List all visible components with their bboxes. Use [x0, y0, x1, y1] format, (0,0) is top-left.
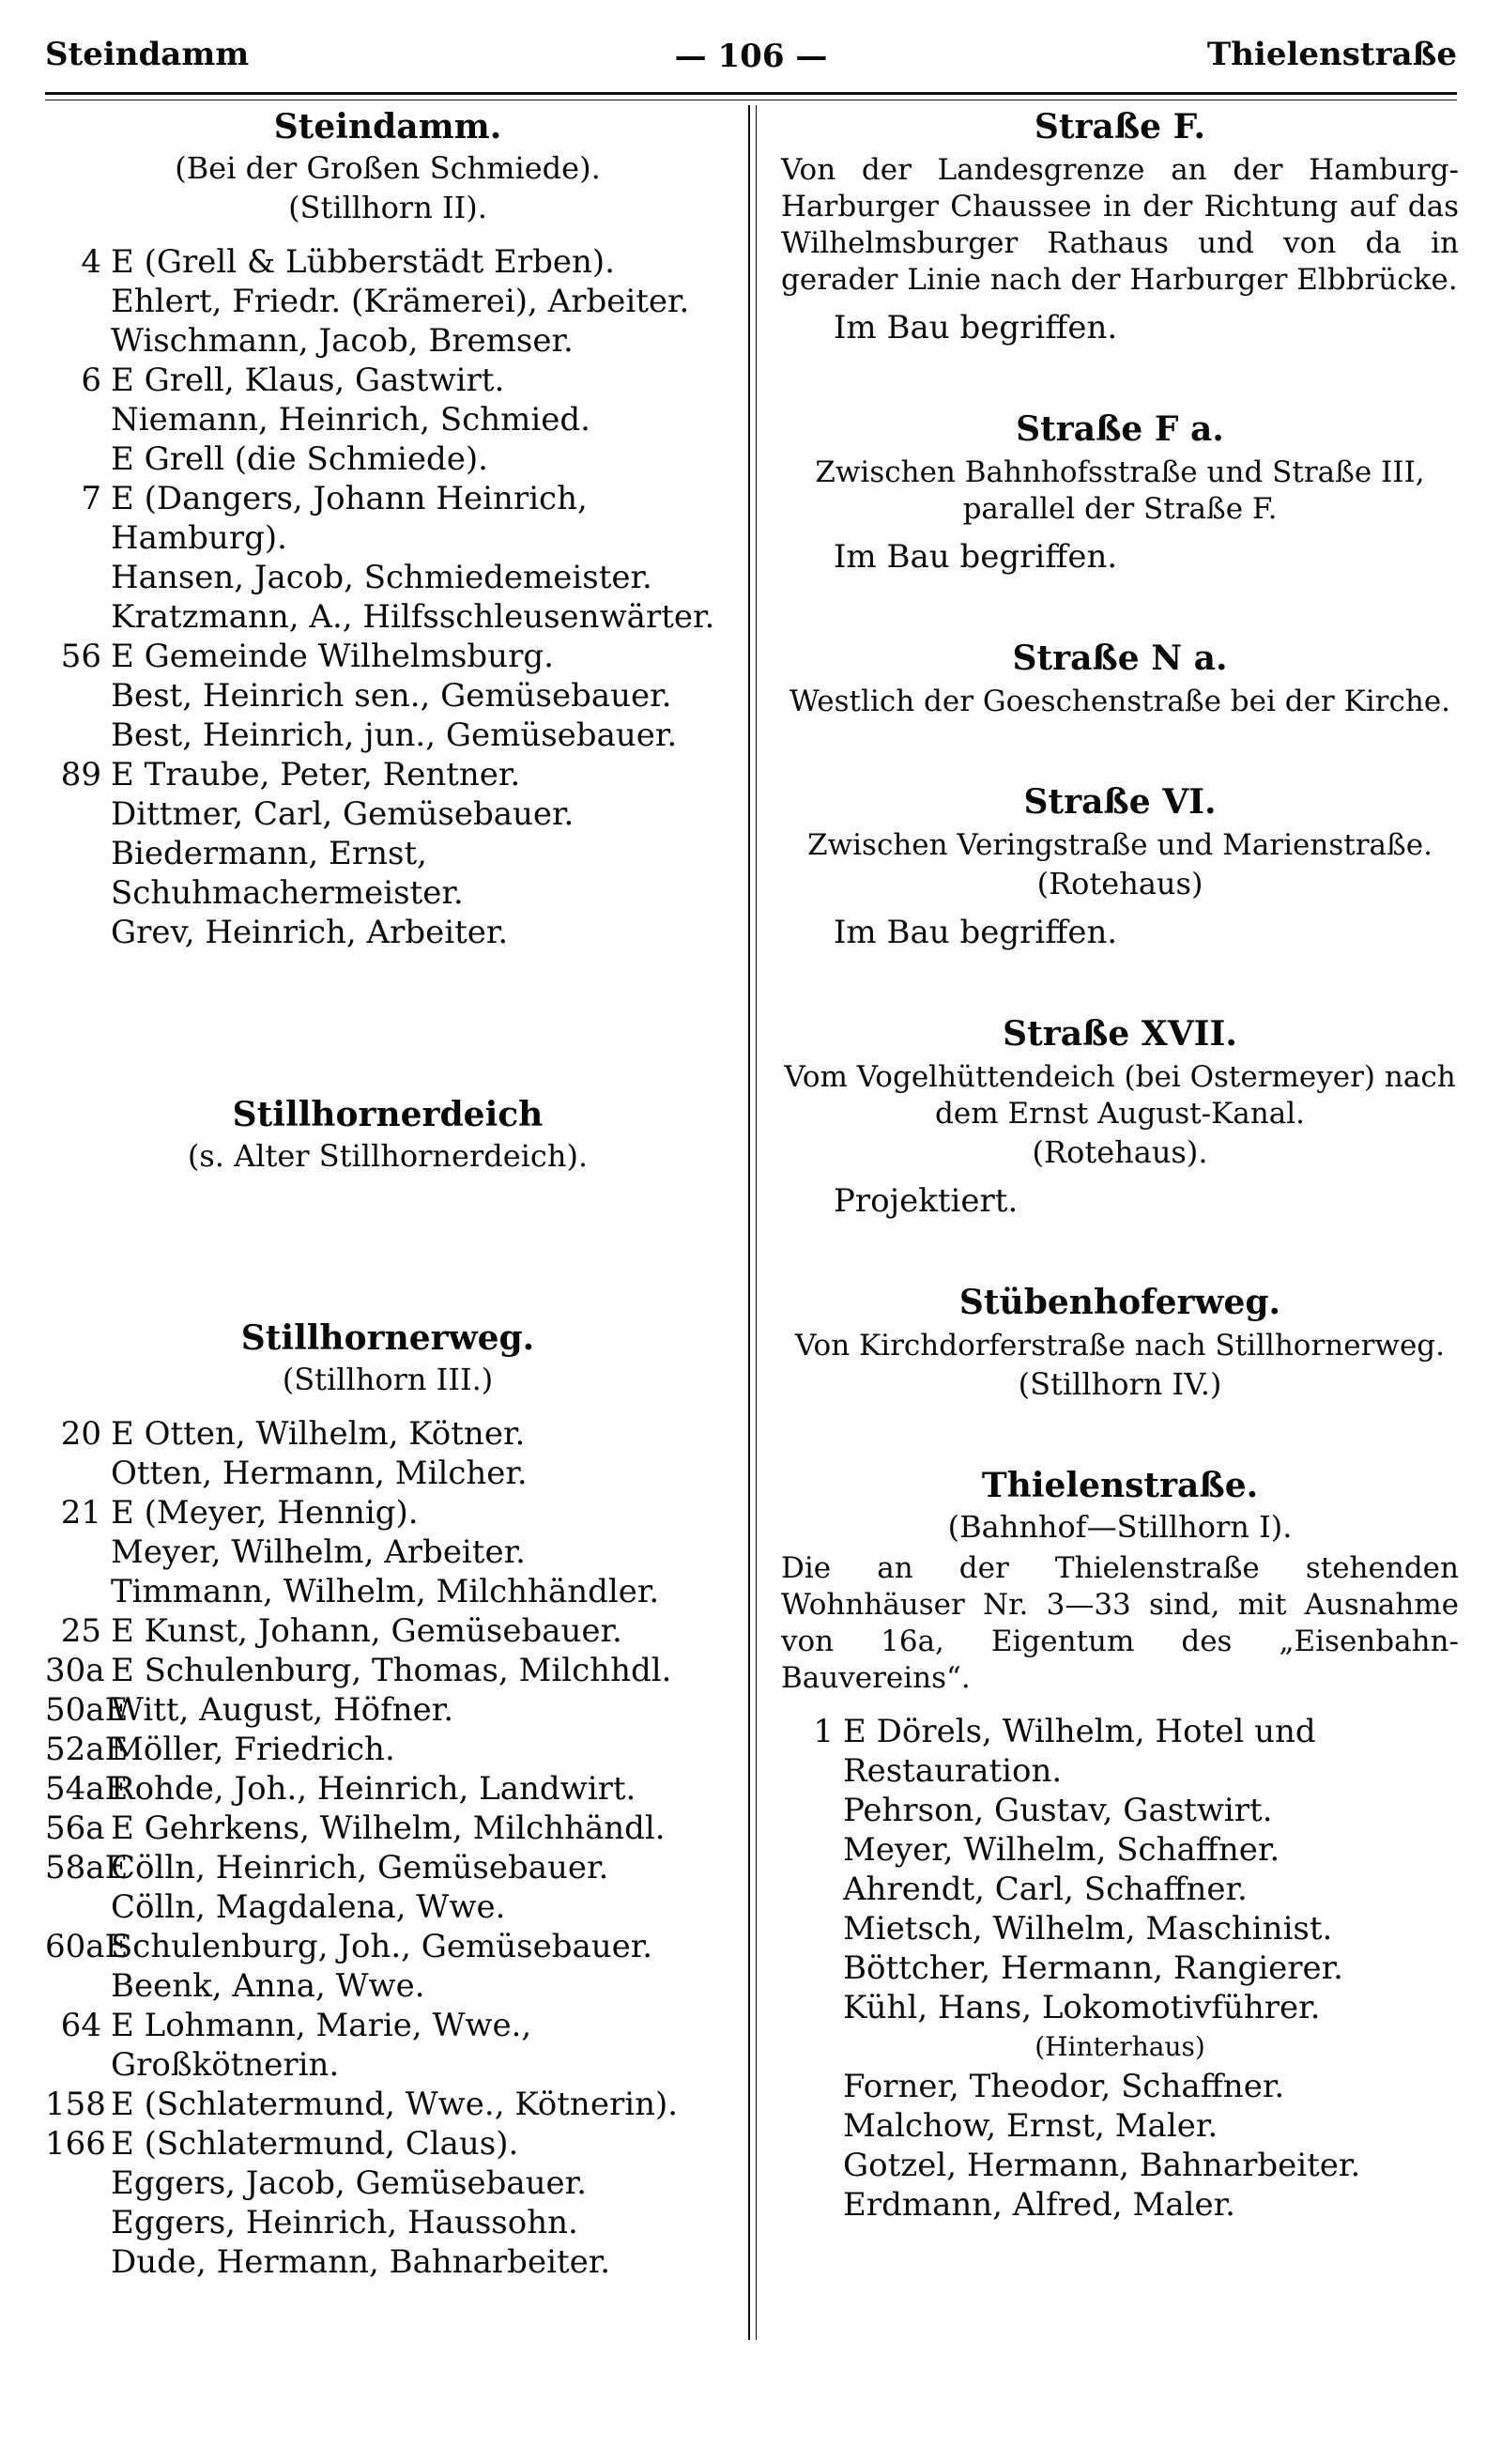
entry-text: Dittmer, Carl, Gemüsebauer. [111, 795, 575, 833]
street-district: (Rotehaus) [1036, 866, 1203, 901]
address-entry [45, 1966, 730, 2006]
street-title: Steindamm. [273, 107, 502, 146]
street-title: Stillhornerweg. [240, 1318, 535, 1358]
address-entry [777, 2146, 1463, 2185]
street-district: (Rotehaus). [1032, 1134, 1208, 1170]
street-description: Westlich der Goeschenstraße bei der Kirche. [789, 685, 1451, 718]
street-section-strasse-fa [777, 408, 1463, 577]
address-entry [45, 242, 730, 282]
address-entry [45, 361, 730, 400]
entry-text: Malchow, Ernst, Maler. [843, 2107, 1218, 2145]
address-entry [45, 597, 730, 637]
address-entry [45, 400, 730, 439]
entry-text: Otten, Hermann, Milcher. [111, 1455, 528, 1492]
entry-text: Böttcher, Hermann, Rangierer. [843, 1949, 1343, 1987]
street-section-strasse-vi [777, 780, 1463, 952]
entry-text: Erdmann, Alfred, Maler. [843, 2186, 1235, 2224]
left-column [45, 105, 730, 2282]
street-district: (Bahnhof—Stillhorn I). [947, 1509, 1293, 1545]
entry-text: E Grell (die Schmiede). [111, 440, 488, 478]
entry-text: Kratzmann, A., Hilfsschleusenwärter. [111, 598, 715, 636]
street-section-steindamm [45, 105, 730, 952]
street-status: Im Bau begriffen. [834, 309, 1118, 346]
address-entry [45, 2124, 730, 2164]
address-entry [45, 716, 730, 755]
address-entry [777, 1909, 1463, 1948]
house-number: 158 [45, 2086, 106, 2123]
street-description: Vom Vogelhüttendeich (bei Ostermeyer) nach dem Ernst August-Kanal. [784, 1060, 1456, 1131]
street-description: Von der Landesgrenze an der Hamburg-Harburger Chaussee in der Richtung auf das Wilhelmsburger Rathaus und von da in gerader Linie nach der Harburger Elbbrücke. [781, 153, 1459, 297]
house-number: 7 [81, 480, 101, 517]
street-section-stillhornerdeich [45, 1093, 730, 1176]
street-title: Straße F a. [1016, 409, 1224, 449]
address-entry [45, 1690, 730, 1730]
entry-text: Möller, Friedrich. [111, 1731, 395, 1768]
entry-text: Rohde, Joh., Heinrich, Landwirt. [111, 1770, 636, 1808]
entry-text: E (Meyer, Hennig). [111, 1494, 419, 1532]
street-title: Stillhornerdeich [232, 1095, 544, 1134]
entry-text: Niemann, Heinrich, Schmied. [111, 401, 590, 439]
address-entry [45, 1572, 730, 1611]
page-number: — 106 — [674, 38, 828, 75]
address-entry [45, 1532, 730, 1572]
address-entry [45, 479, 730, 558]
entry-text: Grev, Heinrich, Arbeiter. [111, 914, 509, 951]
entry-text: E (Grell & Lübberstädt Erben). [111, 243, 615, 281]
address-entry [45, 1454, 730, 1493]
entry-text: E Traube, Peter, Rentner. [111, 756, 521, 793]
entry-text: E Gehrkens, Wilhelm, Milchhändl. [111, 1810, 666, 1847]
address-entry [45, 1611, 730, 1651]
street-title: Straße F. [1034, 107, 1206, 146]
house-number: 54aE [45, 1770, 129, 1808]
entry-text: E Otten, Wilhelm, Kötner. [111, 1415, 526, 1453]
house-number: 52aE [45, 1731, 129, 1768]
street-title: Straße N a. [1012, 639, 1228, 678]
address-entry [45, 1730, 730, 1769]
street-title: Stübenhoferweg. [958, 1283, 1281, 1322]
entry-text: Timmann, Wilhelm, Milchhändler. [111, 1573, 660, 1610]
address-entry [45, 755, 730, 794]
address-entry [45, 1769, 730, 1809]
street-subtitle: (Bei der Großen Schmiede). [175, 150, 601, 186]
address-entry [777, 1791, 1463, 1830]
house-number: 58aE [45, 1849, 129, 1886]
address-entry [45, 558, 730, 597]
header-rule [45, 92, 1457, 95]
street-description: Zwischen Veringstraße und Marienstraße. [807, 828, 1433, 862]
entry-text: Eggers, Jacob, Gemüsebauer. [111, 2164, 587, 2202]
entry-text: Schulenburg, Joh., Gemüsebauer. [111, 1928, 653, 1965]
street-description: Die an der Thielenstraße stehenden Wohnhäuser Nr. 3—33 sind, mit Ausnahme von 16a, Eigentum des „Eisenbahn-Bauvereins“. [781, 1551, 1459, 1695]
header-left-keyword: Steindamm [45, 36, 250, 73]
entry-text: E (Dangers, Johann Heinrich, Hamburg). [111, 480, 588, 557]
entry-text: Meyer, Wilhelm, Arbeiter. [111, 1533, 526, 1571]
house-number: 166 [45, 2125, 106, 2163]
entry-text: Dude, Hermann, Bahnarbeiter. [111, 2243, 611, 2281]
entry-text: Ahrendt, Carl, Schaffner. [843, 1871, 1248, 1908]
entry-text: Beenk, Anna, Wwe. [111, 1967, 425, 2005]
address-entry [45, 1651, 730, 1690]
entry-text: Ehlert, Friedr. (Krämerei), Arbeiter. [111, 283, 690, 320]
entry-text: Meyer, Wilhelm, Schaffner. [843, 1831, 1280, 1869]
address-entry [45, 439, 730, 479]
address-entry [45, 1809, 730, 1848]
entry-text: Gotzel, Hermann, Bahnarbeiter. [843, 2147, 1361, 2184]
address-entry [777, 2106, 1463, 2146]
address-entry [45, 282, 730, 321]
address-entry [45, 676, 730, 716]
address-entry [45, 794, 730, 834]
address-entry [45, 1848, 730, 1887]
house-number: 4 [81, 243, 101, 281]
street-section-strasse-f [777, 105, 1463, 347]
address-entry [777, 1948, 1463, 1988]
street-district: (Stillhorn IV.) [1018, 1366, 1222, 1402]
house-number: 6 [81, 362, 101, 399]
address-entry [777, 1870, 1463, 1909]
address-entry [45, 2006, 730, 2085]
entry-text: Biedermann, Ernst, Schuhmachermeister. [111, 835, 464, 912]
address-entry [45, 834, 730, 913]
page-header [45, 28, 1457, 81]
house-number: 50aE [45, 1691, 129, 1729]
address-entry [45, 1927, 730, 1966]
street-description: Von Kirchdorferstraße nach Stillhornerweg. [794, 1329, 1445, 1363]
street-district: (Stillhorn III.) [282, 1362, 494, 1397]
entry-text: E Lohmann, Marie, Wwe., Großkötnerin. [111, 2007, 532, 2084]
house-number: 89 [60, 756, 101, 793]
entry-text: Best, Heinrich sen., Gemüsebauer. [111, 677, 672, 715]
address-entry [777, 1830, 1463, 1870]
street-section-stillhornerweg [45, 1317, 730, 2282]
house-number: 60aE [45, 1928, 129, 1965]
house-number: 64 [60, 2007, 101, 2044]
street-section-thielenstrasse [777, 1464, 1463, 2225]
street-section-stuebenhoferweg [777, 1281, 1463, 1404]
entry-text: Pehrson, Gustav, Gastwirt. [843, 1792, 1273, 1829]
entry-text: E Schulenburg, Thomas, Milchhdl. [111, 1652, 672, 1689]
address-entry [45, 637, 730, 676]
address-entry [777, 2067, 1463, 2106]
column-divider-thin [756, 105, 757, 2340]
street-title: Straße XVII. [1003, 1014, 1237, 1054]
house-number: 56 [60, 638, 101, 675]
entry-text: Cölln, Heinrich, Gemüsebauer. [111, 1849, 609, 1886]
address-entry [45, 1493, 730, 1532]
entry-text: Eggers, Heinrich, Haussohn. [111, 2204, 578, 2241]
entry-text: Forner, Theodor, Schaffner. [843, 2068, 1285, 2105]
entry-text: E Kunst, Johann, Gemüsebauer. [111, 1612, 622, 1650]
house-number: 30a [45, 1652, 105, 1689]
address-entry [45, 2085, 730, 2124]
entry-text: Mietsch, Wilhelm, Maschinist. [843, 1910, 1333, 1948]
building-subheading: (Hinterhaus) [1035, 2031, 1205, 2062]
street-description: Zwischen Bahnhofsstraße und Straße III, parallel der Straße F. [815, 455, 1425, 526]
street-district: (Stillhorn II). [288, 190, 487, 225]
entry-text: E Grell, Klaus, Gastwirt. [111, 362, 505, 399]
street-section-strasse-xvii [777, 1012, 1463, 1221]
street-status: Im Bau begriffen. [834, 538, 1118, 576]
right-column [777, 105, 1463, 2225]
address-entry [45, 2242, 730, 2282]
house-number: 25 [60, 1612, 101, 1650]
column-divider [748, 105, 750, 2340]
address-entry [45, 913, 730, 952]
address-entry [45, 2164, 730, 2203]
street-section-strasse-na [777, 637, 1463, 720]
address-entry [45, 1414, 730, 1454]
entry-text: E (Schlatermund, Wwe., Kötnerin). [111, 2086, 679, 2123]
entry-text: Best, Heinrich, jun., Gemüsebauer. [111, 716, 678, 754]
entry-text: E (Schlatermund, Claus). [111, 2125, 519, 2163]
street-cross-reference: (s. Alter Stillhornerdeich). [187, 1138, 589, 1174]
address-entry [777, 2185, 1463, 2225]
street-status: Projektiert. [834, 1182, 1019, 1220]
address-entry [45, 2203, 730, 2242]
house-number: 56a [45, 1810, 105, 1847]
address-entry [777, 1988, 1463, 2027]
address-entry [45, 1887, 730, 1927]
entry-text: Hansen, Jacob, Schmiedemeister. [111, 559, 652, 596]
entry-text: Witt, August, Höfner. [111, 1691, 454, 1729]
street-title: Straße VI. [1023, 782, 1217, 822]
header-right-keyword: Thielenstraße [1206, 36, 1457, 73]
entry-text: Cölln, Magdalena, Wwe. [111, 1888, 506, 1926]
street-status: Im Bau begriffen. [834, 914, 1118, 951]
entry-text: Kühl, Hans, Lokomotivführer. [843, 1989, 1321, 2026]
entry-text: Wischmann, Jacob, Bremser. [111, 322, 574, 360]
address-entry [777, 1712, 1463, 1791]
entry-text: E Gemeinde Wilhelmsburg. [111, 638, 554, 675]
house-number: 21 [60, 1494, 101, 1532]
house-number: 20 [60, 1415, 101, 1453]
entry-text: E Dörels, Wilhelm, Hotel und Restauration. [843, 1713, 1316, 1790]
street-title: Thielenstraße. [981, 1466, 1259, 1505]
house-number: 1 [813, 1713, 834, 1750]
address-entry [45, 321, 730, 361]
